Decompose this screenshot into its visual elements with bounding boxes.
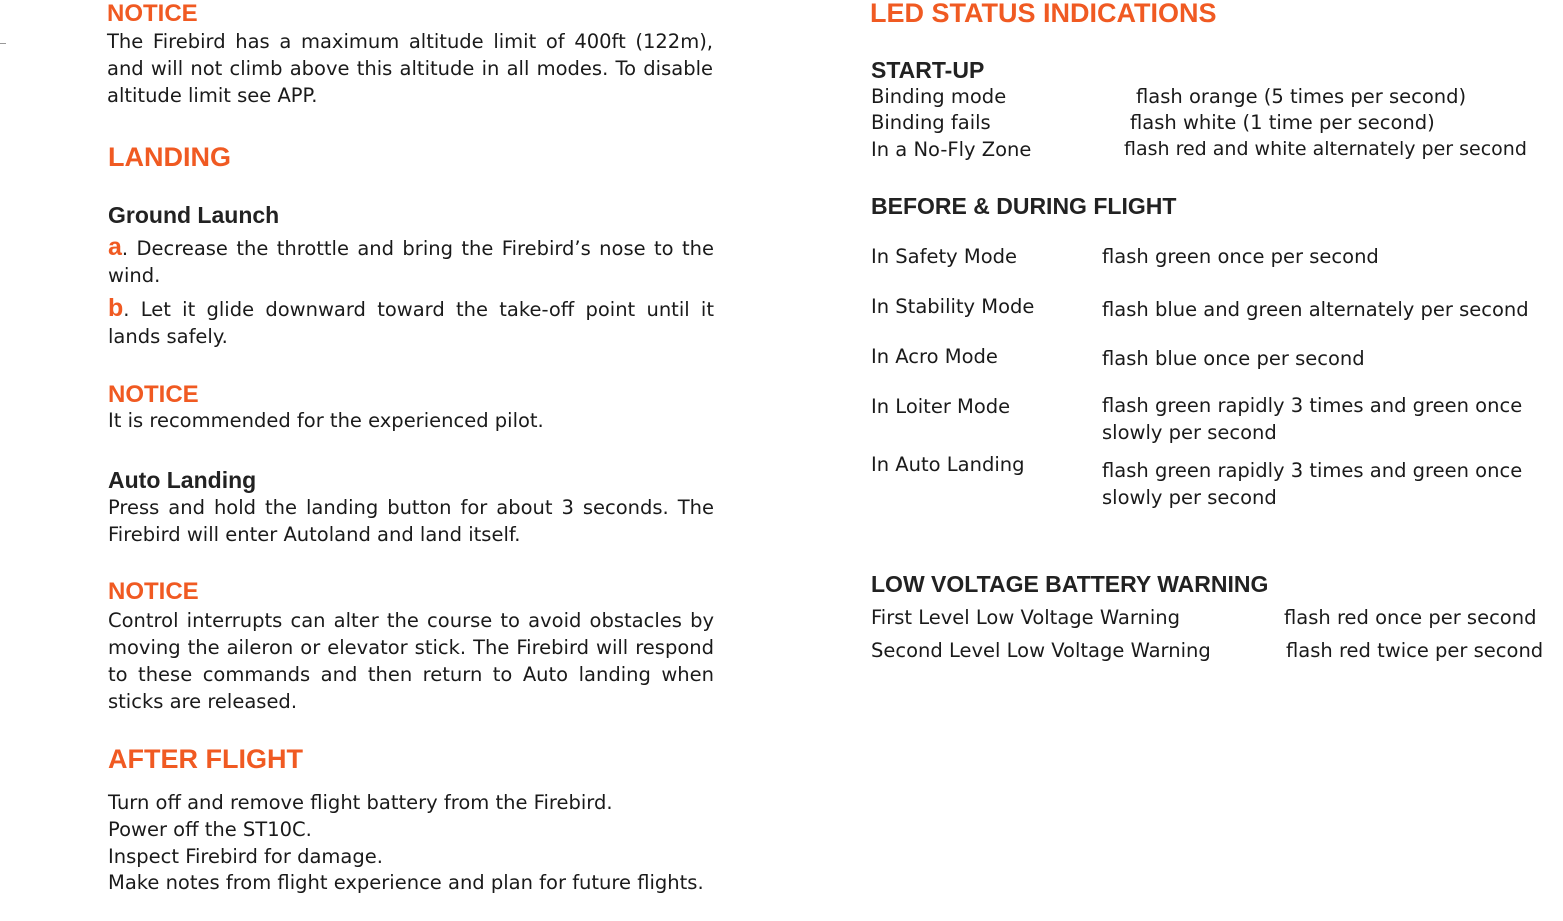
after-flight-line-4: Make notes from flight experience and plan for future flights. (108, 871, 704, 894)
battery-label-first-level: First Level Low Voltage Warning (871, 606, 1181, 629)
startup-value-binding-mode: flash orange (5 times per second) (1136, 85, 1467, 108)
battery-label-second-level: Second Level Low Voltage Warning (871, 639, 1211, 662)
after-flight-line-1: Turn off and remove flight battery from the Firebird. (108, 791, 613, 814)
flight-label-loiter: In Loiter Mode (871, 395, 1011, 418)
notice-heading-2: NOTICE (108, 381, 199, 408)
flight-label-auto-landing: In Auto Landing (871, 453, 1025, 476)
step-a-letter: a (108, 233, 122, 261)
battery-value-second-level: flash red twice per second (1286, 639, 1544, 662)
startup-value-binding-fails: flash white (1 time per second) (1130, 111, 1435, 134)
flight-value-auto-landing-line-2: slowly per second (1102, 486, 1277, 509)
flight-label-stability: In Stability Mode (871, 295, 1035, 318)
startup-label-no-fly-zone: In a No-Fly Zone (871, 138, 1032, 161)
flight-value-auto-landing-line-1: flash green rapidly 3 times and green once (1102, 459, 1523, 482)
landing-heading: LANDING (108, 142, 231, 172)
notice-text-1: The Firebird has a maximum altitude limit of 400ft (122m), and will not climb above this altitude in all modes. To disable altitude limit see APP. (107, 30, 713, 107)
step-b-letter: b (108, 294, 124, 322)
battery-value-first-level: flash red once per second (1284, 606, 1537, 629)
startup-label-binding-fails: Binding fails (871, 111, 991, 134)
after-flight-line-2: Power off the ST10C. (108, 818, 312, 841)
flight-label-safety: In Safety Mode (871, 245, 1018, 268)
flight-value-stability: flash blue and green alternately per second (1102, 298, 1529, 321)
auto-landing-text: Press and hold the landing button for about 3 seconds. The Firebird will enter Autoland and land itself. (108, 496, 714, 546)
notice-heading-1: NOTICE (107, 0, 198, 27)
startup-label-binding-mode: Binding mode (871, 85, 1007, 108)
flight-value-acro: flash blue once per second (1102, 347, 1365, 370)
flight-heading: BEFORE & DURING FLIGHT (871, 193, 1177, 219)
startup-heading: START-UP (871, 57, 985, 83)
notice-text-2: It is recommended for the experienced pilot. (108, 409, 544, 432)
startup-value-no-fly-zone: flash red and white alternately per second (1124, 138, 1527, 160)
after-flight-line-3: Inspect Firebird for damage. (108, 845, 383, 868)
led-status-heading: LED STATUS INDICATIONS (870, 0, 1217, 28)
flight-value-safety: flash green once per second (1102, 245, 1379, 268)
notice-heading-3: NOTICE (108, 578, 199, 605)
auto-landing-heading: Auto Landing (108, 467, 257, 493)
ground-launch-step-a (108, 234, 714, 289)
flight-value-loiter-line-1: flash green rapidly 3 times and green once (1102, 394, 1523, 417)
margin-tick (0, 43, 6, 44)
notice-text-3: Control interrupts can alter the course to avoid obstacles by moving the aileron or elevator stick. The Firebird will respond to these commands and then return to Auto landing when sticks are released. (108, 609, 714, 713)
ground-launch-heading: Ground Launch (108, 202, 280, 228)
step-a-text: . Decrease the throttle and bring the Firebird’s nose to the wind. (108, 237, 714, 287)
ground-launch-step-b (108, 295, 714, 350)
battery-heading: LOW VOLTAGE BATTERY WARNING (871, 571, 1269, 597)
after-flight-heading: AFTER FLIGHT (108, 744, 303, 774)
flight-value-loiter-line-2: slowly per second (1102, 421, 1277, 444)
step-b-text: . Let it glide downward toward the take-off point until it lands safely. (108, 298, 714, 348)
flight-label-acro: In Acro Mode (871, 345, 998, 368)
